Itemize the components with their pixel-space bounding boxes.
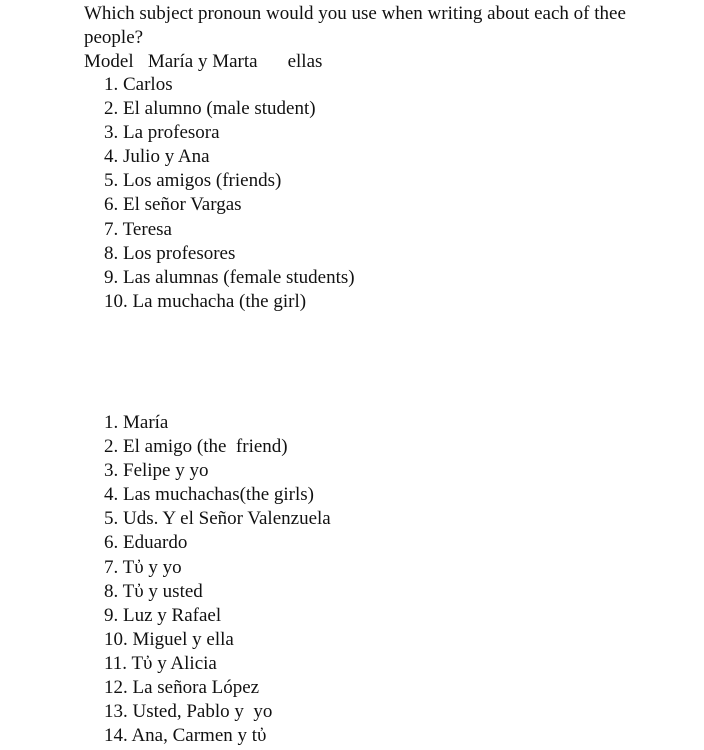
list-item: 14. Ana, Carmen y tὐ	[104, 725, 267, 747]
list-item: 10. La muchacha (the girl)	[104, 290, 307, 312]
list-item: 2. El alumno (male student)	[104, 98, 316, 120]
exercise-list-one	[104, 73, 355, 314]
list-item: 3. La profesora	[104, 122, 220, 144]
list-item: 3. Felipe y yo	[104, 460, 209, 482]
list-item: 4. Julio y Ana	[104, 146, 210, 168]
instructions-heading: Which subject pronoun would you use when writing about each of thee people?	[84, 3, 626, 48]
exercise-list-two	[104, 411, 331, 748]
list-item: 6. El señor Vargas	[104, 194, 242, 216]
list-item: 9. Las alumnas (female students)	[104, 266, 355, 288]
list-item: 1. Carlos	[104, 74, 173, 95]
model-example	[84, 50, 322, 74]
list-item: 5. Los amigos (friends)	[104, 170, 282, 192]
model-answer: ellas	[287, 51, 323, 72]
list-item: 6. Eduardo	[104, 532, 188, 554]
list-item: 4. Las muchachas(the girls)	[104, 484, 314, 506]
list-item: 12. La señora López	[104, 677, 260, 699]
list-item: 11. Tὐ y Alicia	[104, 652, 217, 674]
list-item: 5. Uds. Y el Señor Valenzuela	[104, 508, 331, 530]
list-item: 8. Tὐ y usted	[104, 580, 203, 602]
list-item: 13. Usted, Pablo y yo	[104, 701, 273, 723]
list-item: 1. María	[104, 412, 169, 433]
list-item: 7. Tὐ y yo	[104, 556, 182, 578]
list-item: 10. Miguel y ella	[104, 628, 234, 650]
model-example-text: María y Marta	[147, 51, 258, 72]
list-item: 2. El amigo (the friend)	[104, 436, 288, 458]
model-label: Model	[84, 51, 134, 72]
list-item: 9. Luz y Rafael	[104, 604, 222, 626]
list-item: 8. Los profesores	[104, 242, 236, 264]
list-item: 7. Teresa	[104, 218, 172, 240]
